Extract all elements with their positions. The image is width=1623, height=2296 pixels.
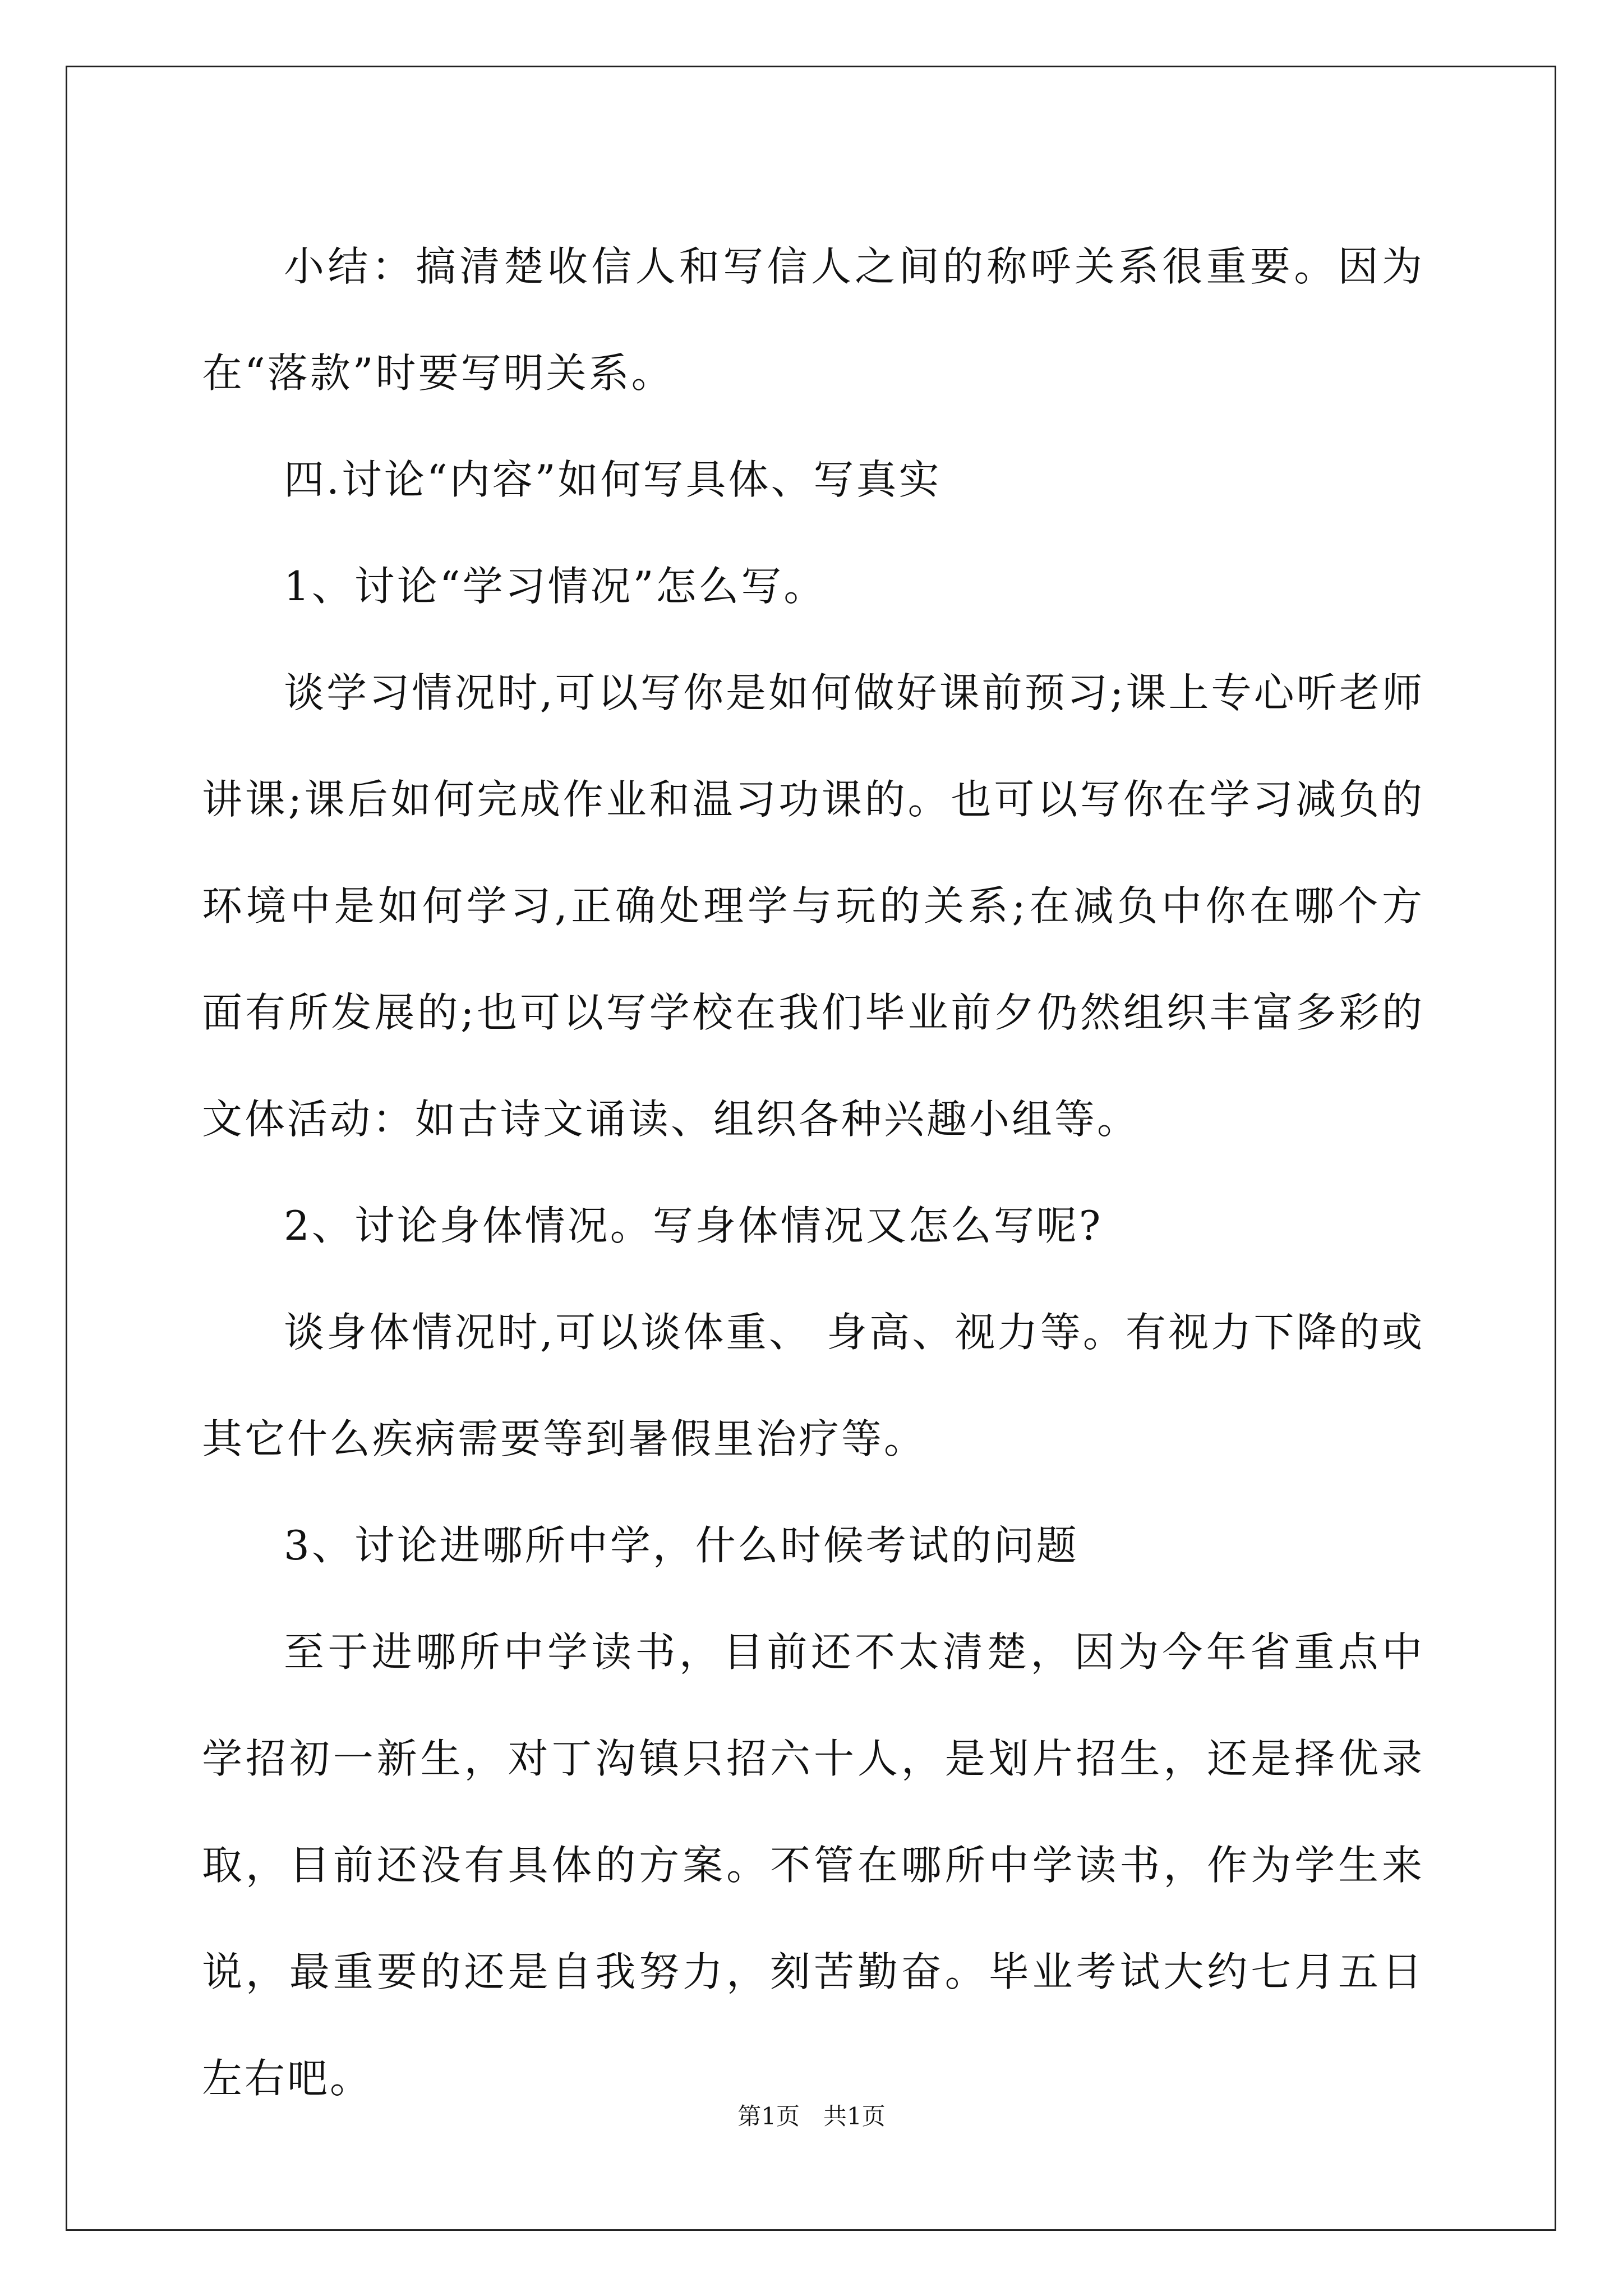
paragraph-summary: 小结：搞清楚收信人和写信人之间的称呼关系很重要。因为在“落款”时要写明关系。	[202, 243, 1424, 397]
paragraph-health: 谈身体情况时,可以谈体重、 身高、视力等。有视力下降的或其它什么疾病需要等到暑假里治疗等。	[202, 1309, 1424, 1462]
subheading-study: 1、讨论“学习情况”怎么写。	[284, 563, 827, 610]
paragraph-study: 谈学习情况时,可以写你是如何做好课前预习;课上专心听老师讲课;课后如何完成作业和温习功课的。也可以写你在学习减负的环境中是如何学习,正确处理学与玩的关系;在减负中你在哪个方面有所发展的;也可以写学校在我们毕业前夕仍然组织丰富多彩的文体活动：如古诗文诵读、组织各种兴趣小组等。	[202, 669, 1424, 1143]
section-heading-4: 四.讨论“内容”如何写具体、写真实	[284, 456, 942, 503]
paragraph-school: 至于进哪所中学读书，目前还不太清楚，因为今年省重点中学招初一新生，对丁沟镇只招六十人，是划片招生，还是择优录取，目前还没有具体的方案。不管在哪所中学读书，作为学生来说，最重要的还是自我努力，刻苦勤奋。毕业考试大约七月五日左右吧。	[202, 1628, 1424, 2102]
document-body	[202, 213, 1424, 2132]
page-number-footer: 第1页 共1页	[737, 2102, 886, 2130]
subheading-school: 3、讨论进哪所中学，什么时候考试的问题	[284, 1522, 1079, 1569]
subheading-health: 2、讨论身体情况。写身体情况又怎么写呢?	[284, 1202, 1103, 1249]
